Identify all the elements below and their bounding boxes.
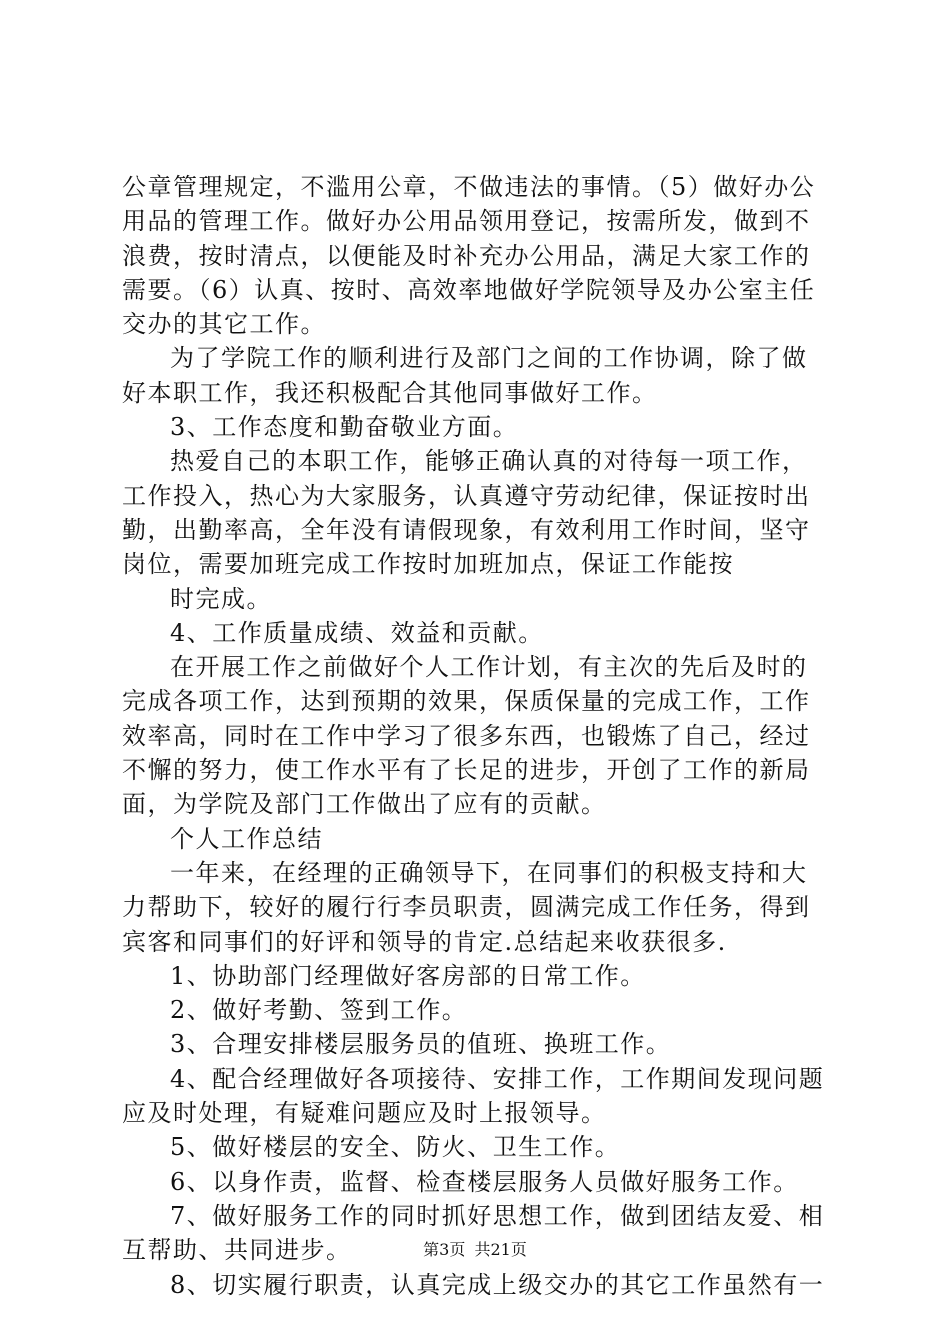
- total-pages: 共21页: [474, 1240, 527, 1259]
- text-line: 2、做好考勤、签到工作。: [170, 996, 468, 1025]
- text-line: 宾客和同事们的好评和领导的肯定.总结起来收获很多.: [122, 927, 727, 956]
- text-line: 1、协助部门经理做好客房部的日常工作。: [170, 961, 646, 990]
- text-line: 交办的其它工作。: [122, 310, 326, 339]
- page-number: 第3页: [423, 1240, 466, 1259]
- text-line: 6、以身作责，监督、检查楼层服务人员做好服务工作。: [170, 1167, 799, 1196]
- text-line: 5、做好楼层的安全、防火、卫生工作。: [170, 1133, 621, 1162]
- page-footer: [0, 1240, 950, 1260]
- text-line: 公章管理规定，不滥用公章，不做违法的事情。（5）做好办公: [122, 173, 816, 201]
- text-line: 为了学院工作的顺利进行及部门之间的工作协调，除了做: [170, 344, 808, 373]
- text-line: 好本职工作，我还积极配合其他同事做好工作。: [122, 378, 658, 407]
- text-line: 需要。（6）认真、按时、高效率地做好学院领导及办公室主任: [122, 275, 816, 304]
- text-line: 用品的管理工作。做好办公用品领用登记，按需所发，做到不: [122, 207, 811, 236]
- document-body: [122, 170, 834, 1302]
- text-line: 个人工作总结: [170, 824, 323, 853]
- text-line: 热爱自己的本职工作，能够正确认真的对待每一项工作，: [170, 447, 808, 476]
- text-line: 工作投入，热心为大家服务，认真遵守劳动纪律，保证按时出: [122, 481, 811, 510]
- text-line: 4、工作质量成绩、效益和贡献。: [170, 618, 544, 647]
- text-line: 力帮助下，较好的履行行李员职责，圆满完成工作任务，得到: [122, 893, 811, 922]
- text-line: 浪费，按时清点，以便能及时补充办公用品，满足大家工作的: [122, 241, 811, 270]
- text-line: 7、做好服务工作的同时抓好思想工作，做到团结友爱、相: [170, 1201, 825, 1230]
- text-line: 4、配合经理做好各项接待、安排工作，工作期间发现问题: [170, 1064, 825, 1093]
- text-line: 时完成。: [170, 584, 272, 613]
- text-line: 在开展工作之前做好个人工作计划，有主次的先后及时的: [170, 653, 808, 682]
- text-line: 面，为学院及部门工作做出了应有的贡献。: [122, 790, 607, 819]
- text-line: 效率高，同时在工作中学习了很多东西，也锻炼了自己，经过: [122, 721, 811, 750]
- text-line: 互帮助、共同进步。: [122, 1236, 352, 1265]
- text-line: 一年来，在经理的正确领导下，在同事们的积极支持和大: [170, 858, 808, 887]
- text-line: 勤，出勤率高，全年没有请假现象，有效利用工作时间，坚守: [122, 515, 811, 544]
- text-line: 岗位，需要加班完成工作按时加班加点，保证工作能按: [122, 550, 734, 579]
- text-line: 应及时处理，有疑难问题应及时上报领导。: [122, 1099, 607, 1128]
- text-line: 不懈的努力，使工作水平有了长足的进步，开创了工作的新局: [122, 756, 811, 785]
- text-line: 完成各项工作，达到预期的效果，保质保量的完成工作，工作: [122, 687, 811, 716]
- text-line: 3、工作态度和勤奋敬业方面。: [170, 413, 519, 442]
- text-line: 8、切实履行职责，认真完成上级交办的其它工作虽然有一: [170, 1270, 825, 1299]
- text-line: 3、合理安排楼层服务员的值班、换班工作。: [170, 1030, 672, 1059]
